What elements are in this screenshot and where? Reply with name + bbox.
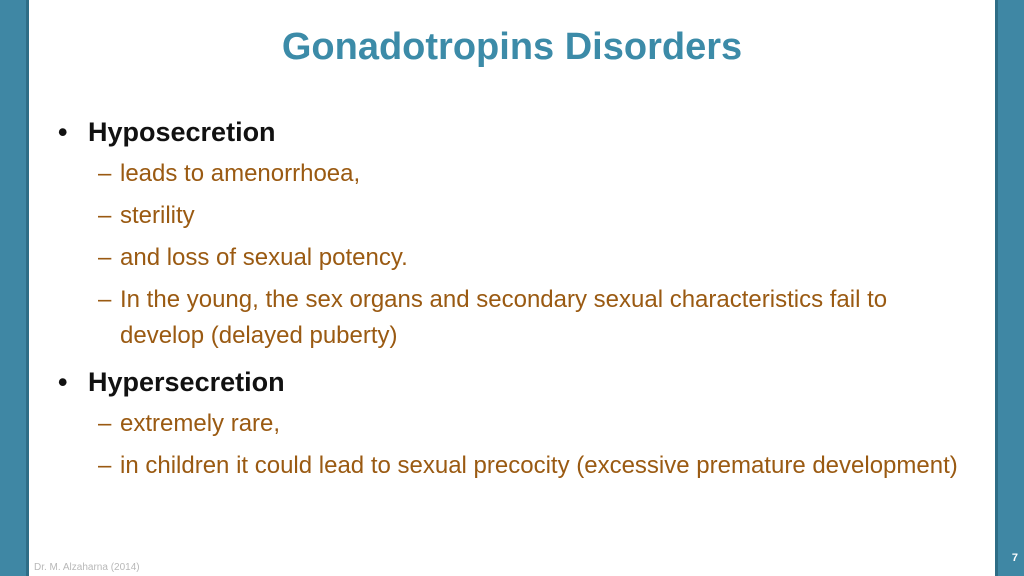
list-item-text: extremely rare,: [120, 410, 281, 437]
list-item: [58, 406, 968, 442]
right-accent-bar: [995, 0, 1024, 576]
list-item: [58, 156, 968, 192]
list-item: [58, 240, 968, 276]
page-number: 7: [1011, 552, 1018, 564]
bullet-icon: •: [58, 367, 68, 397]
list-item-text: and loss of sexual potency.: [120, 244, 408, 271]
list-item-text: in children it could lead to sexual precocity (excessive premature development): [120, 452, 958, 479]
dash-icon: –: [98, 410, 112, 437]
slide-content: [58, 112, 968, 484]
list-item: [58, 448, 968, 484]
list-item: [58, 282, 968, 354]
dash-icon: –: [98, 202, 112, 229]
list-item-text: In the young, the sex organs and secondary sexual characteristics fail to develop (delayed puberty): [120, 286, 888, 349]
dash-icon: –: [98, 452, 112, 479]
list-item-text: sterility: [120, 202, 195, 229]
footer-credit: Dr. M. Alzaharna (2014): [34, 562, 140, 573]
dash-icon: –: [98, 244, 112, 271]
bullet-hypersecretion: [58, 362, 968, 402]
bullet-icon: •: [58, 117, 68, 147]
list-item-text: leads to amenorrhoea,: [120, 160, 361, 187]
list-item: [58, 198, 968, 234]
section-heading: Hyposecretion: [88, 117, 276, 147]
dash-icon: –: [98, 160, 112, 187]
left-accent-bar: [0, 0, 29, 576]
slide-title: Gonadotropins Disorders: [281, 26, 743, 68]
bullet-hyposecretion: [58, 112, 968, 152]
dash-icon: –: [98, 286, 112, 313]
section-heading: Hypersecretion: [88, 367, 285, 397]
